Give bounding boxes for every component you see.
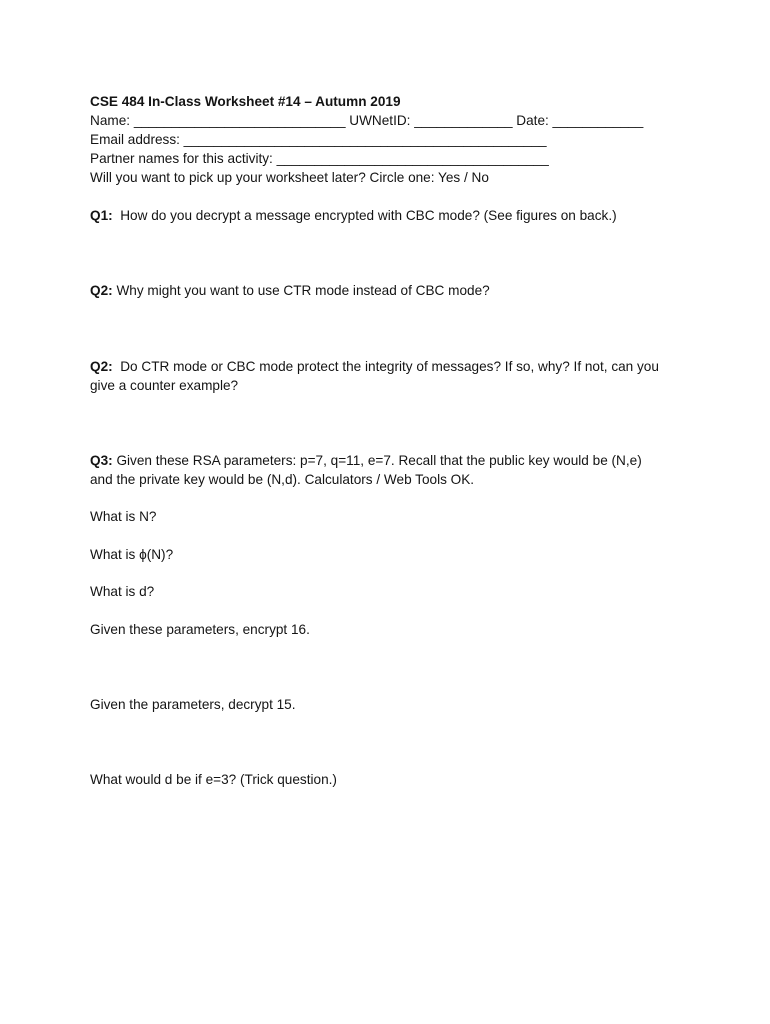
question-text: Given these RSA parameters: p=7, q=11, e=7. Recall that the public key would be (N,e) — [112, 453, 642, 468]
partner-names-line: Partner names for this activity: ____________________________________ — [90, 151, 549, 166]
subquestion-what-is-phi-n: What is ϕ(N)? — [90, 547, 174, 562]
subquestion-what-is-d: What is d? — [90, 584, 155, 599]
question-label: Q1: — [90, 208, 113, 223]
question-q2-integrity — [90, 357, 659, 376]
question-q2-ctr-vs-cbc — [90, 281, 490, 300]
name-uwnetid-date-line: Name: ____________________________ UWNetID: _____________ Date: ____________ — [90, 113, 644, 128]
pickup-worksheet-line: Will you want to pick up your worksheet later? Circle one: Yes / No — [90, 170, 489, 185]
question-text: Why might you want to use CTR mode instead of CBC mode? — [112, 283, 490, 298]
question-q3-rsa — [90, 451, 642, 470]
question-q1 — [90, 206, 617, 225]
question-q3-rsa-cont: and the private key would be (N,d). Calculators / Web Tools OK. — [90, 472, 475, 487]
question-text: Do CTR mode or CBC mode protect the integrity of messages? If so, why? If not, can you — [112, 359, 659, 374]
subquestion-what-is-n: What is N? — [90, 509, 157, 524]
question-label: Q2: — [90, 283, 113, 298]
question-label: Q3: — [90, 453, 113, 468]
question-q2-integrity-cont: give a counter example? — [90, 378, 239, 393]
worksheet-title: CSE 484 In-Class Worksheet #14 – Autumn 2019 — [90, 94, 401, 109]
subquestion-trick-question: What would d be if e=3? (Trick question.) — [90, 772, 337, 787]
subquestion-decrypt: Given the parameters, decrypt 15. — [90, 697, 296, 712]
email-address-line: Email address: ________________________________________________ — [90, 132, 547, 147]
question-text: How do you decrypt a message encrypted with CBC mode? (See figures on back.) — [112, 208, 617, 223]
question-label: Q2: — [90, 359, 113, 374]
subquestion-encrypt: Given these parameters, encrypt 16. — [90, 622, 310, 637]
